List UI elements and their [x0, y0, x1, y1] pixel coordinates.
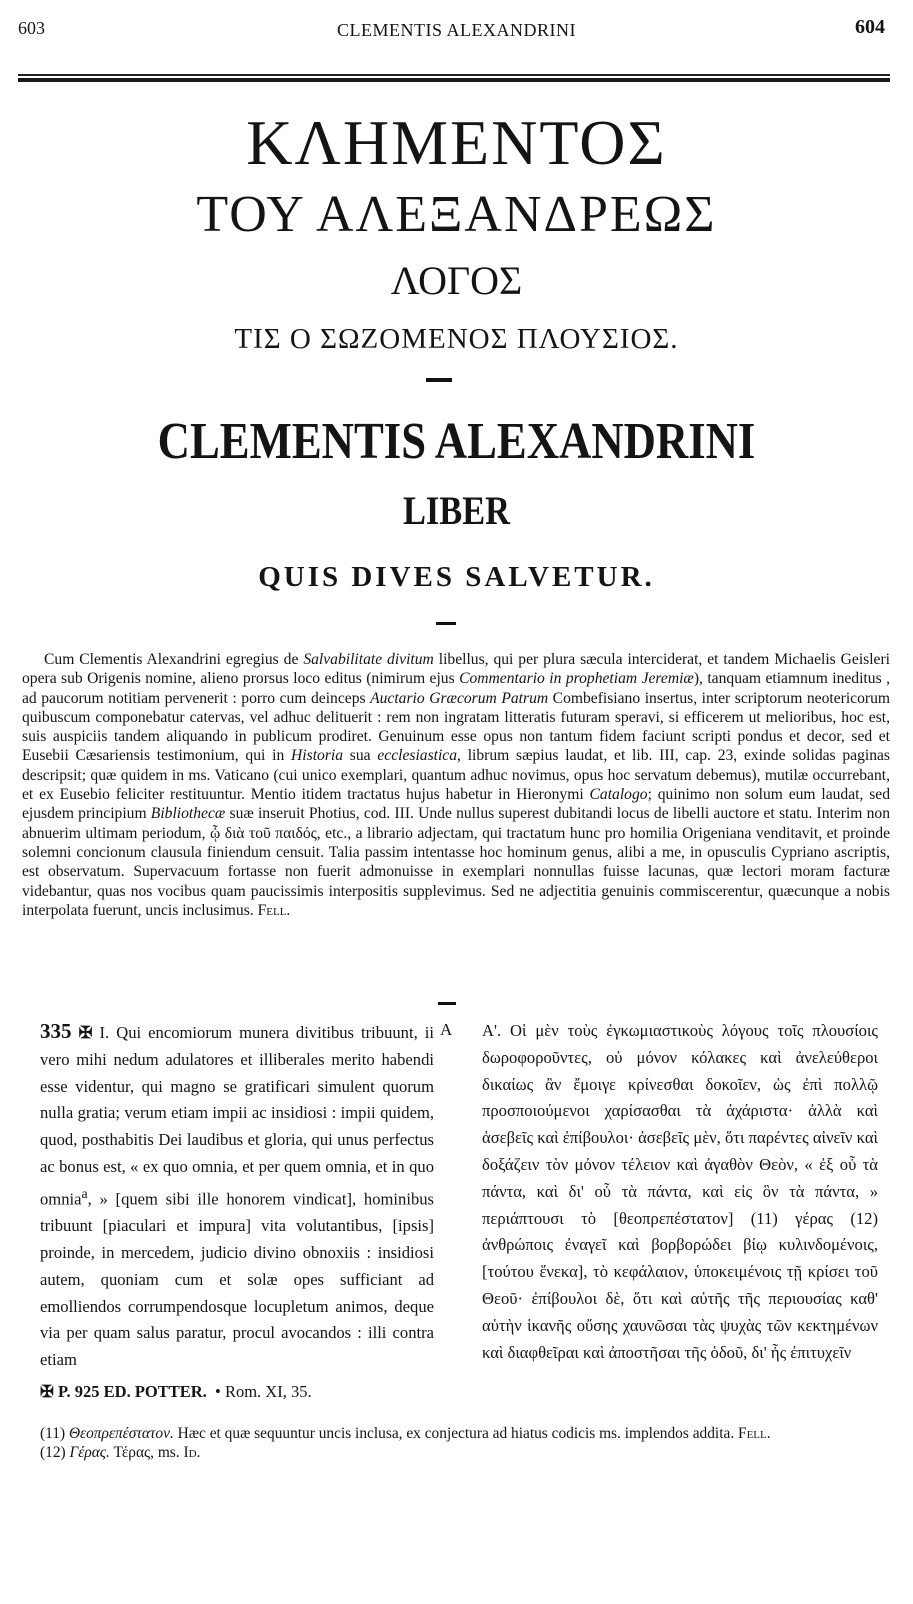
preface-italic: Commentario in prophetiam Jeremiæ [459, 670, 694, 688]
preface-text: Cum Clementis Alexandrini egregius de [44, 651, 304, 668]
preface-separator-dash [436, 622, 456, 625]
preface-italic: Salvabilitate divitum [303, 651, 434, 668]
footnote-ref-a: a [81, 1185, 88, 1201]
preface-text: libellus, qui per plura sæcula interciderat, et tandem Michaelis Geisleri opera sub Origenis nomine, alieno prorsus loco editus (nimirum ejus [22, 651, 890, 688]
greek-column: Α'. Οἱ μὲν τοὺς ἐγκωμιαστικοὺς λόγους τοῖς πλουσίοις δωροφοροῦντες, οὐ μόνον κόλακες καὶ ἀνελεύθεροι δικαίως ἂν ἔμοιγε κρίνεσθαι δοκοῖεν, ὡς ἐπὶ πολλῷ προσποιούμενοι χαρίσασθαι τὰ ἀχάριστα· ἀλλὰ καὶ ἀσεβεῖς καὶ ἐπίβουλοι· ἀσεβεῖς μὲν, ὅτι παρέντες αἰνεῖν καὶ δοξάζειν τὸν μόνον τέλειον καὶ ἀγαθὸν Θεὸν, « ἐξ οὗ τὰ πάντα, καὶ δι' οὗ τὰ πάντα, καὶ εἰς ὃν τὰ πάντα, » περιάπτουσι τὸ [θεοπρεπέστατον] (11) γέρας (12) ἀνθρώποις ἐναγεῖ καὶ βορβορώδει βίῳ κυλινδομένοις, [τούτου ἕνεκα], τὸ κεφάλαιον, ὑποκειμένοις τῇ κρίσει τοῦ Θεοῦ· ἐπίβουλοι δὲ, ὅτι καὶ αὐτῆς τῆς περιουσίας καθ' αὑτὴν ἱκανῆς οὔσης χαυνῶσαι τὰς ψυχὰς τῶν κεκτημένων καὶ διαφθεῖραι καὶ ἀποστῆσαι τῆς ὁδοῦ, δι' ἧς ἐπιτυχεῖν [482, 1021, 878, 1362]
note-number: (12) [40, 1444, 66, 1461]
note-text: Τέρας, ms. [109, 1444, 184, 1461]
preface-signature: Fell. [257, 901, 291, 919]
greek-title-line-1: ΚΛΗΜΕΝΤΟΣ [246, 107, 667, 178]
latin-column [40, 1018, 434, 1374]
preface-italic: ecclesiastica [377, 747, 458, 765]
section-number: 335 [40, 1019, 72, 1043]
note-signature: Fell. [738, 1425, 771, 1442]
preface-italic: Bibliothecæ [150, 805, 226, 823]
note-11 [40, 1424, 890, 1443]
cross-mark-icon: ✠ [40, 1382, 54, 1401]
preface-text: suæ inseruit Photius, cod. III. Unde nullus superest dubitandi locus de libelli auctore et statu. Interim non abnuerim ultimam periodum, ᾧ διὰ τοῦ παιδός, etc., a librario adjectam, qui tractatum hunc pro homilia Origeniana venditavit, et proinde solemni concionum clausula finiendum censuit. Talia passim intentasse hoc hominum genus, alibi a me, in opusculis Cypriano ascriptis, est observatum. Supervacuum fortasse non fuerit admonuisse in exemplari nonnullas fuisse lacunas, quæ lectori moram facturæ videbantur, quas nos vocibus quam paucissimis interpositis supplevimus. Sed ne adjectitia genuinis commiscerentur, quæcunque a nobis interpolata fuerunt, uncis inclusimus. [22, 805, 890, 919]
greek-title-line-2: ΤΟΥ ΑΛΕΞΑΝΔΡΕΩΣ [196, 186, 717, 243]
note-number: (11) [40, 1425, 66, 1442]
note-12 [40, 1443, 890, 1462]
page-number-left: 603 [18, 18, 45, 38]
greek-title-line-3: ΛΟΓΟΣ [390, 258, 523, 303]
columns-separator-dash [438, 1002, 456, 1005]
preface-paragraph [22, 650, 890, 920]
preface-italic: Auctario Græcorum Patrum [370, 689, 549, 707]
critical-notes [40, 1424, 890, 1462]
note-greek: Γέρας. [69, 1444, 110, 1461]
latin-title-line-2: LIBER [402, 488, 511, 533]
preface-text: , librum sæpius laudat, et lib. III, cap. 23, exinde solidas paginas descripsit; quæ quidem in ms. Vaticano (cui unico exemplari, quantum adhuc novimus, opus hoc servatum debemus), mutilæ occurrebant, et ex Eusebio feliciter restituuntur. Mentio itidem tractatus hujus habetur in Hieronymi [22, 747, 891, 804]
cross-mark-icon: ✠ [78, 1023, 93, 1042]
preface-italic: Historia [291, 747, 344, 765]
note-text: Hæc et quæ sequuntur uncis inclusa, ex conjectura ad hiatus codicis ms. implendos addita. [173, 1425, 739, 1442]
latin-title-line-1: CLEMENTIS ALEXANDRINI [157, 413, 756, 470]
scripture-reference: • Rom. XI, 35. [215, 1382, 312, 1401]
preface-text: sua [343, 747, 378, 765]
page-number-right: 604 [855, 16, 885, 38]
margin-letter: A [440, 1020, 453, 1039]
note-greek: Θεοπρεπέστατον. [68, 1425, 174, 1442]
latin-column-text-cont: , » [quem sibi ille honorem vindicat], hominibus tribuunt [piaculari et impura] vita volutantibus, [ipsis] proinde, in mercedem, judicio divino obnoxiis : insidiosi autem, quoniam cum et solæ opes sufficiant ad emolliendos corrumpendosque locupletum animos, deque via per quam salus paratur, procul avocandos : illi contra etiam [40, 1189, 434, 1370]
preface-text: ), tanquam etiamnum ineditus , ad paucorum notitiam pervenerit : porro cum deinceps [22, 670, 890, 707]
greek-title-line-4: ΤΙΣ Ο ΣΩΖΟΜΕΝΟΣ ΠΛΟΥΣΙΟΣ. [234, 323, 679, 355]
title-separator-dash [426, 378, 452, 382]
preface-text: ; quinimo non solum eum laudat, sed ejusdem principium [22, 786, 890, 823]
note-signature: Id. [183, 1444, 201, 1461]
edition-reference: P. 925 ED. POTTER. [57, 1382, 207, 1401]
header-rule-thick [18, 78, 890, 82]
preface-text: Combefisiano insertus, inter scriptorum neotericorum quibuscum componebatur catervas, vel adhuc delituerit : rem non ingratam litteratis futuram speravi, si efficerem ut melioribus, hoc est, suis auspiciis tandem aliquando in publicum prodiret. Genuinum esse opus non tantum fidem faciunt scripti pondus et decor, sed et Eusebii Cæsariensis testimonium, qui in [22, 689, 890, 765]
preface-italic: Catalogo [589, 786, 648, 804]
edition-footnote [40, 1382, 312, 1402]
latin-column-text: I. Qui encomiorum munera divitibus tribuunt, ii vero mihi nedum adulatores et illiberales merito habendi esse videntur, qui magno se gratificari simulent quorum nulla gratia; verum etiam impii ac insidiosi : impii quidem, quod, posthabitis Dei laudibus et gloria, qui unus perfectus ac bonus est, « ex quo omnia, et per quem omnia, et in quo omnia [40, 1023, 434, 1209]
running-title: CLEMENTIS ALEXANDRINI [337, 20, 576, 40]
latin-title-line-3: QUIS DIVES SALVETUR. [258, 561, 655, 593]
header-rule-thin [18, 74, 890, 76]
